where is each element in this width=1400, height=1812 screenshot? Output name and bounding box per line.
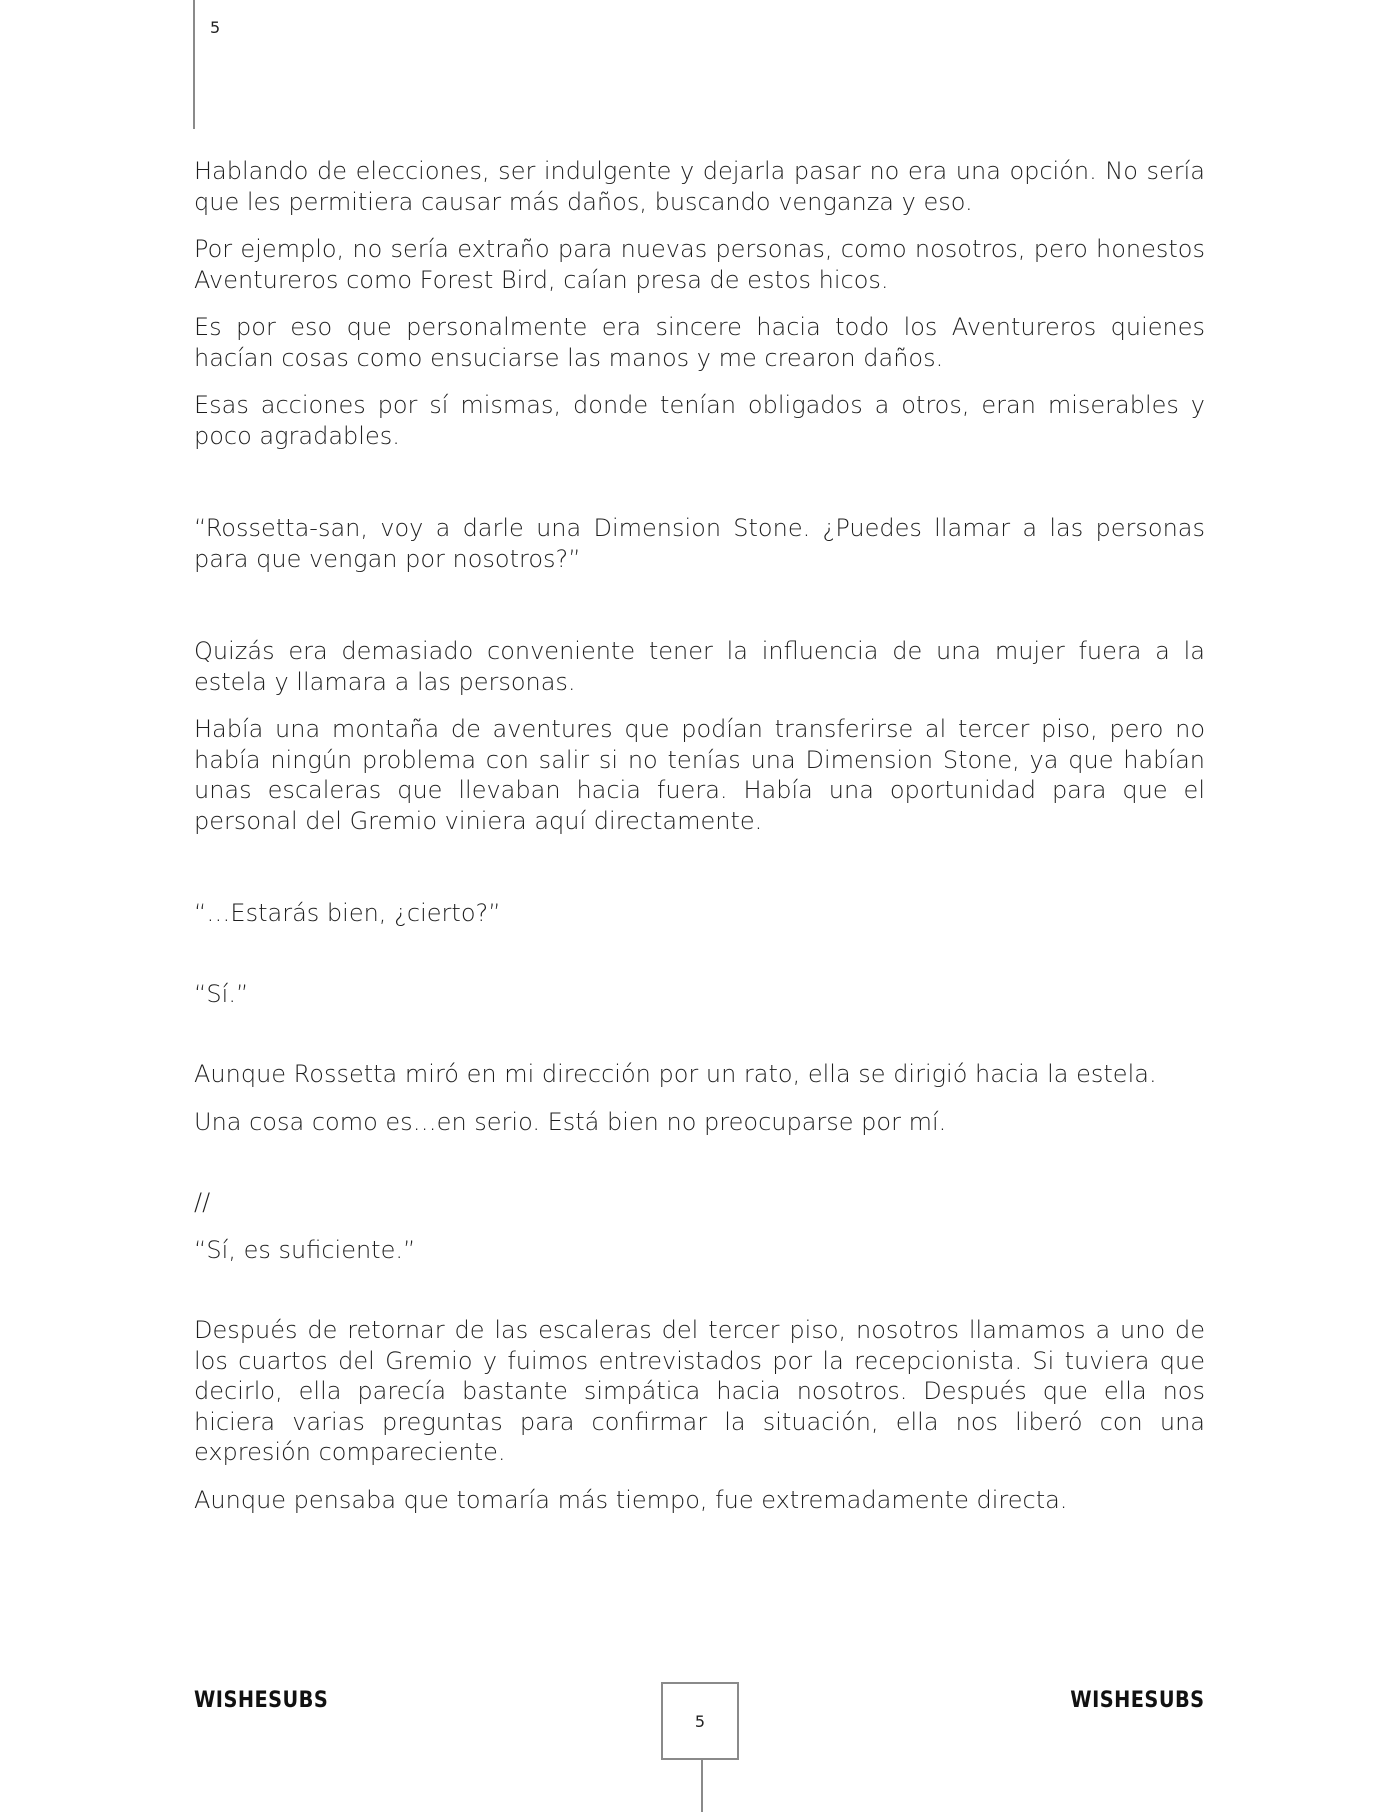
document-body — [194, 156, 1205, 1532]
footer-brand-right: WISHESUBS — [1070, 1688, 1205, 1713]
paragraph: Hablando de elecciones, ser indulgente y dejarla pasar no era una opción. No sería que les permitiera causar más daños, buscando venganza y eso. — [194, 157, 1205, 216]
paragraph: Quizás era demasiado conveniente tener la influencia de una mujer fuera a la estela y llamara a las personas. — [194, 637, 1205, 696]
footer-page-number-box — [661, 1682, 739, 1760]
header-page-number: 5 — [210, 18, 221, 37]
paragraph: Después de retornar de las escaleras del tercer piso, nosotros llamamos a uno de los cuartos del Gremio y fuimos entrevistados por la recepcionista. Si tuviera que decirlo, ella parecía bastante simpática hacia nosotros. Después que ella nos hiciera varias preguntas para confirmar la situación, ella nos liberó con una expresión compareciente. — [194, 1316, 1205, 1466]
paragraph: Por ejemplo, no sería extraño para nuevas personas, como nosotros, pero honestos Aventureros como Forest Bird, caían presa de estos hicos. — [194, 235, 1205, 294]
footer-brand-left: WISHESUBS — [194, 1688, 329, 1713]
paragraph: Esas acciones por sí mismas, donde tenían obligados a otros, eran miserables y poco agradables. — [194, 391, 1205, 450]
scene-break: // — [194, 1188, 211, 1216]
dialogue-line: “Rossetta-san, voy a darle una Dimension Stone. ¿Puedes llamar a las personas para que vengan por nosotros?” — [194, 514, 1205, 573]
paragraph: Aunque Rossetta miró en mi dirección por un rato, ella se dirigió hacia la estela. — [194, 1060, 1157, 1088]
paragraph: Es por eso que personalmente era sincere hacia todo los Aventureros quienes hacían cosas como ensuciarse las manos y me crearon daños. — [194, 313, 1205, 372]
dialogue-line: “Sí.” — [194, 979, 249, 1008]
dialogue-line: “Sí, es suficiente.” — [194, 1235, 416, 1264]
paragraph: Aunque pensaba que tomaría más tiempo, fue extremadamente directa. — [194, 1485, 1068, 1514]
footer-page-number: 5 — [694, 1711, 706, 1731]
footer-rule — [701, 1760, 703, 1812]
paragraph: Había una montaña de aventures que podían transferirse al tercer piso, pero no había ningún problema con salir si no tenías una Dimension Stone, ya que habían unas escaleras que llevaban hacia fuera. Había una oportunidad para que el personal del Gremio viniera aquí directamente. — [194, 715, 1205, 835]
paragraph: Una cosa como es…en serio. Está bien no preocuparse por mí. — [194, 1107, 947, 1136]
header-rule — [193, 0, 195, 129]
dialogue-line: “…Estarás bien, ¿cierto?” — [194, 899, 501, 927]
